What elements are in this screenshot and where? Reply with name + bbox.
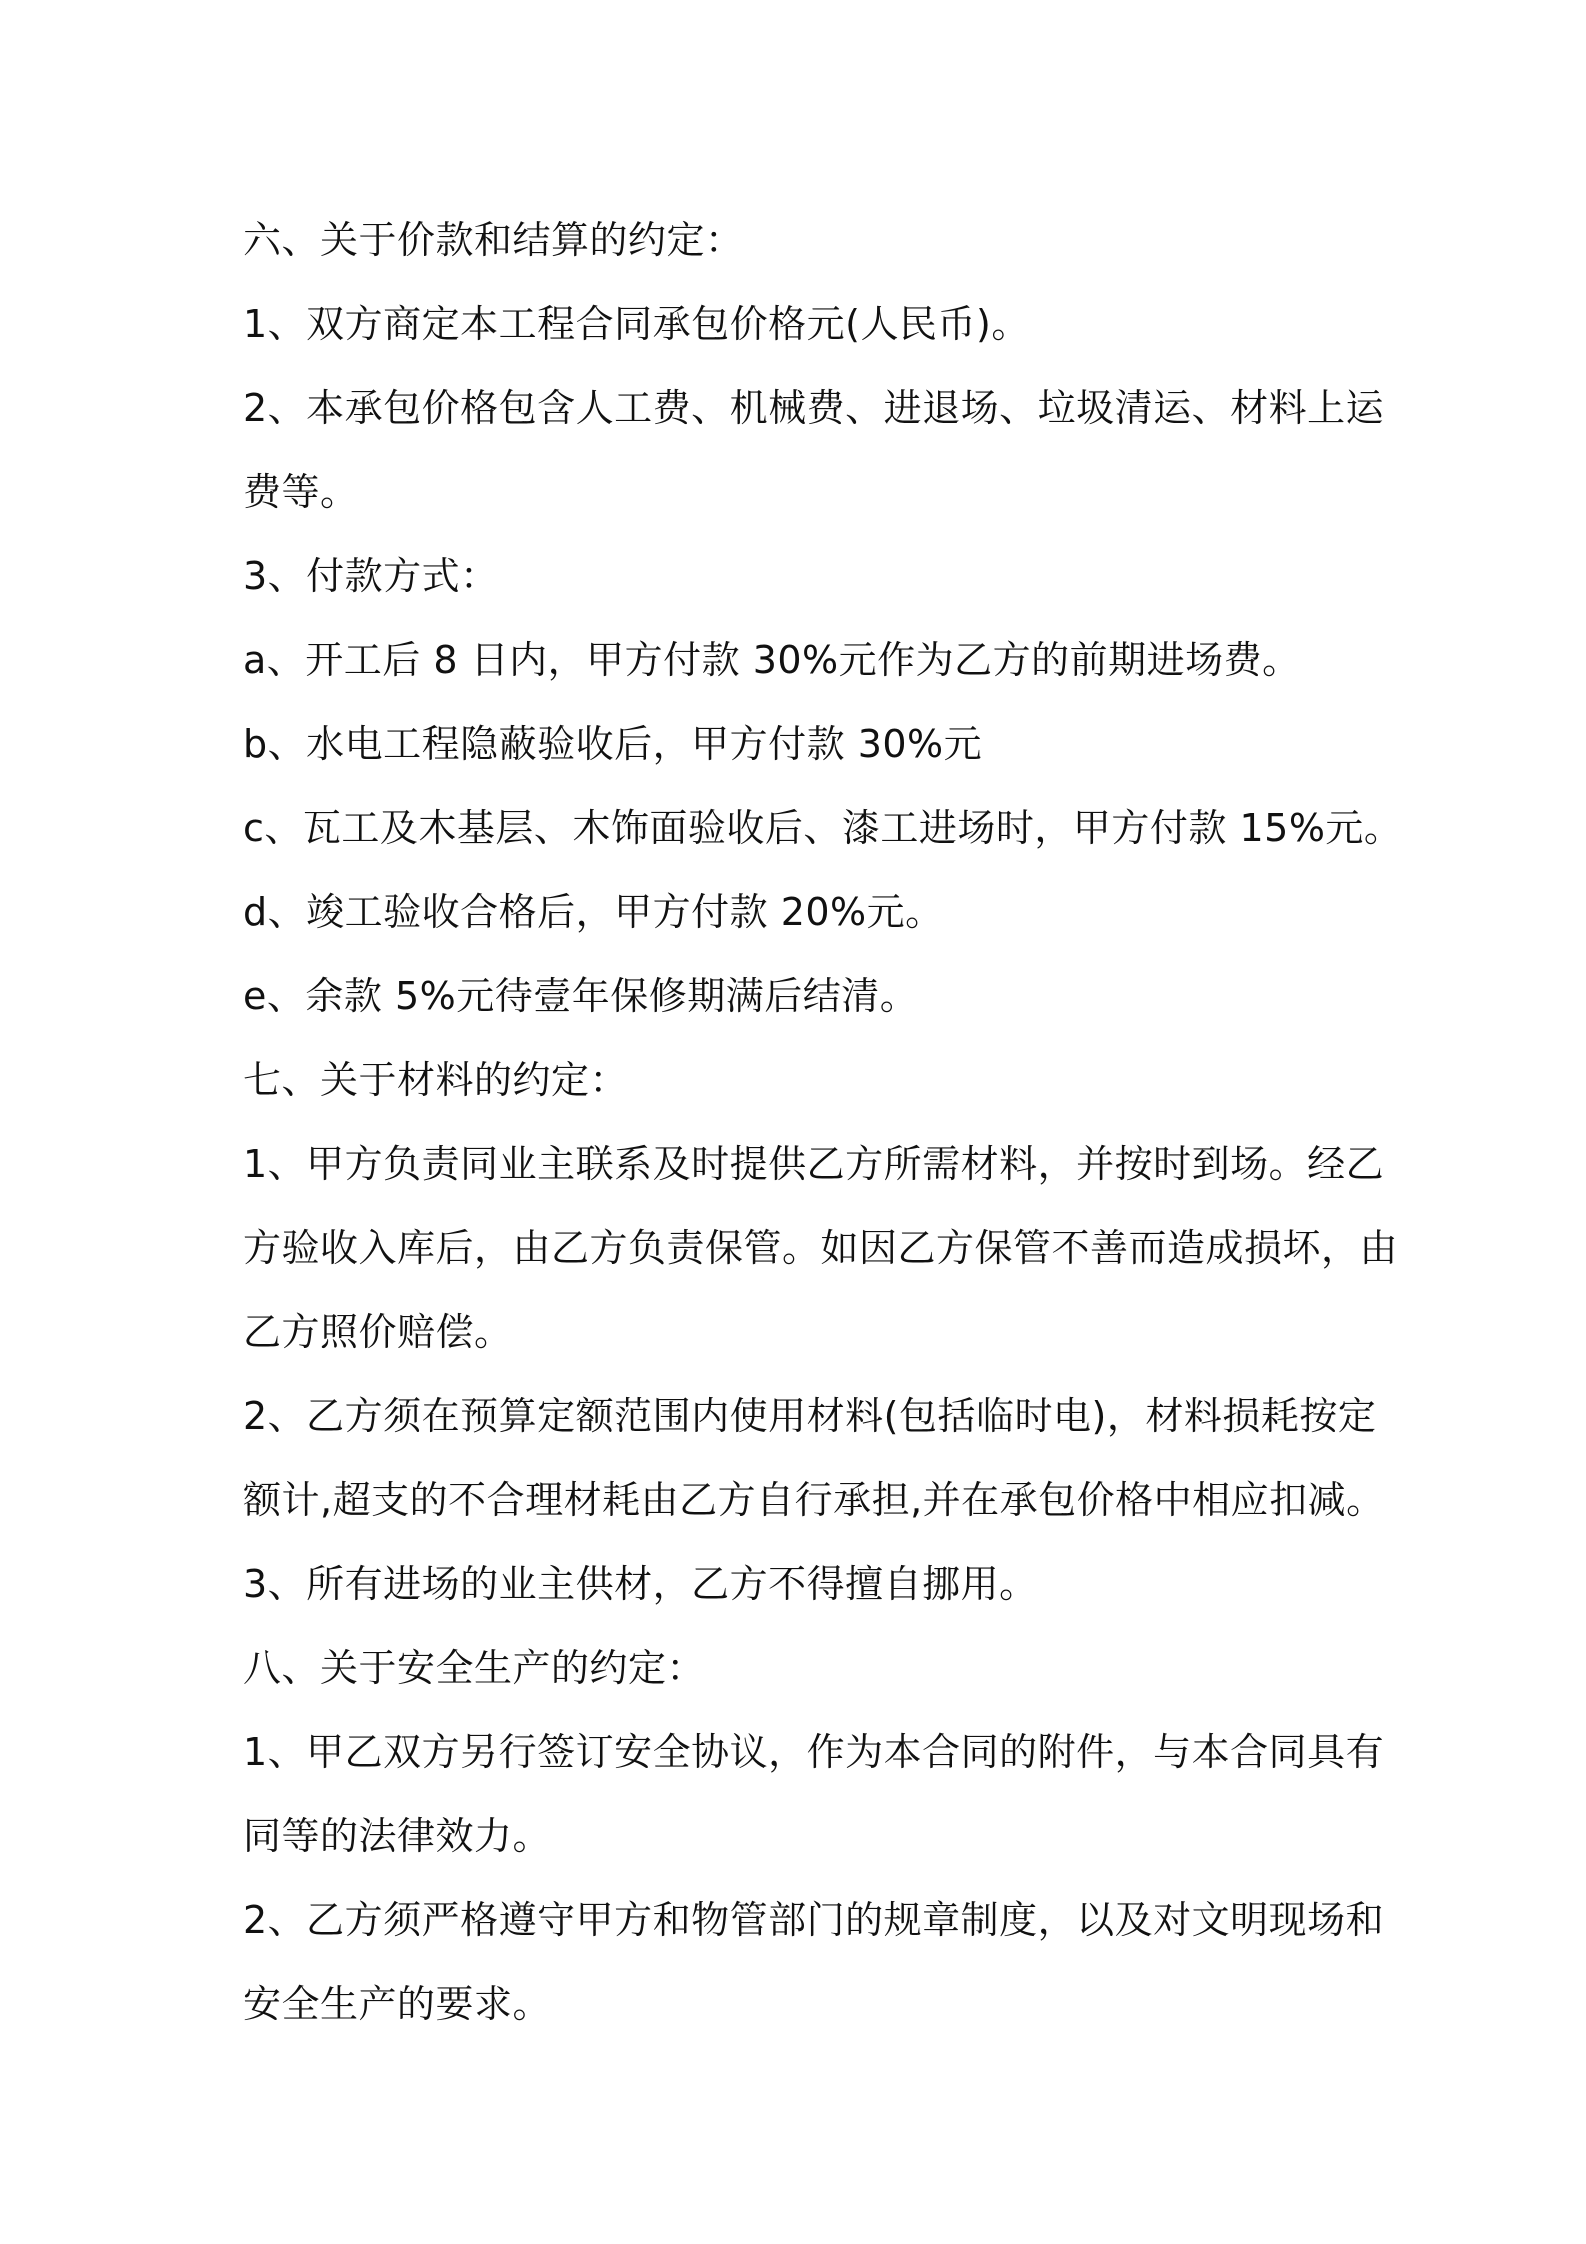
clause-6-3: 3、付款方式： — [243, 554, 499, 598]
clause-7-2-cont: 额计,超支的不合理材耗由乙方自行承担,并在承包价格中相应扣减。 — [243, 1478, 1385, 1522]
clause-7-3: 3、所有进场的业主供材，乙方不得擅自挪用。 — [243, 1562, 1038, 1606]
clause-8-1: 1、甲乙双方另行签订安全协议，作为本合同的附件，与本合同具有 — [243, 1730, 1385, 1774]
clause-6-1: 1、双方商定本工程合同承包价格元(人民币)。 — [243, 302, 1030, 346]
clause-8-2: 2、乙方须严格遵守甲方和物管部门的规章制度，以及对文明现场和 — [243, 1898, 1385, 1942]
document-body — [243, 198, 1403, 2046]
payment-item-c: c、瓦工及木基层、木饰面验收后、漆工进场时，甲方付款 15%元。 — [243, 806, 1403, 850]
clause-6-2: 2、本承包价格包含人工费、机械费、进退场、垃圾清运、材料上运 — [243, 386, 1385, 430]
section-heading-8: 八、关于安全生产的约定： — [243, 1646, 706, 1690]
clause-7-1-cont2: 乙方照价赔偿。 — [243, 1310, 513, 1354]
payment-item-e: e、余款 5%元待壹年保修期满后结清。 — [243, 974, 919, 1018]
clause-7-1-cont: 方验收入库后，由乙方负责保管。如因乙方保管不善而造成损坏，由 — [243, 1226, 1399, 1270]
clause-8-1-cont: 同等的法律效力。 — [243, 1814, 552, 1858]
clause-8-2-cont: 安全生产的要求。 — [243, 1982, 552, 2026]
payment-item-b: b、水电工程隐蔽验收后，甲方付款 30%元 — [243, 722, 983, 766]
clause-7-1: 1、甲方负责同业主联系及时提供乙方所需材料，并按时到场。经乙 — [243, 1142, 1385, 1186]
section-heading-7: 七、关于材料的约定： — [243, 1058, 629, 1102]
clause-7-2: 2、乙方须在预算定额范围内使用材料(包括临时电)，材料损耗按定 — [243, 1394, 1377, 1438]
clause-6-2-cont: 费等。 — [243, 470, 359, 514]
section-heading-6: 六、关于价款和结算的约定： — [243, 218, 744, 262]
payment-item-a: a、开工后 8 日内，甲方付款 30%元作为乙方的前期进场费。 — [243, 638, 1301, 682]
payment-item-d: d、竣工验收合格后，甲方付款 20%元。 — [243, 890, 944, 934]
